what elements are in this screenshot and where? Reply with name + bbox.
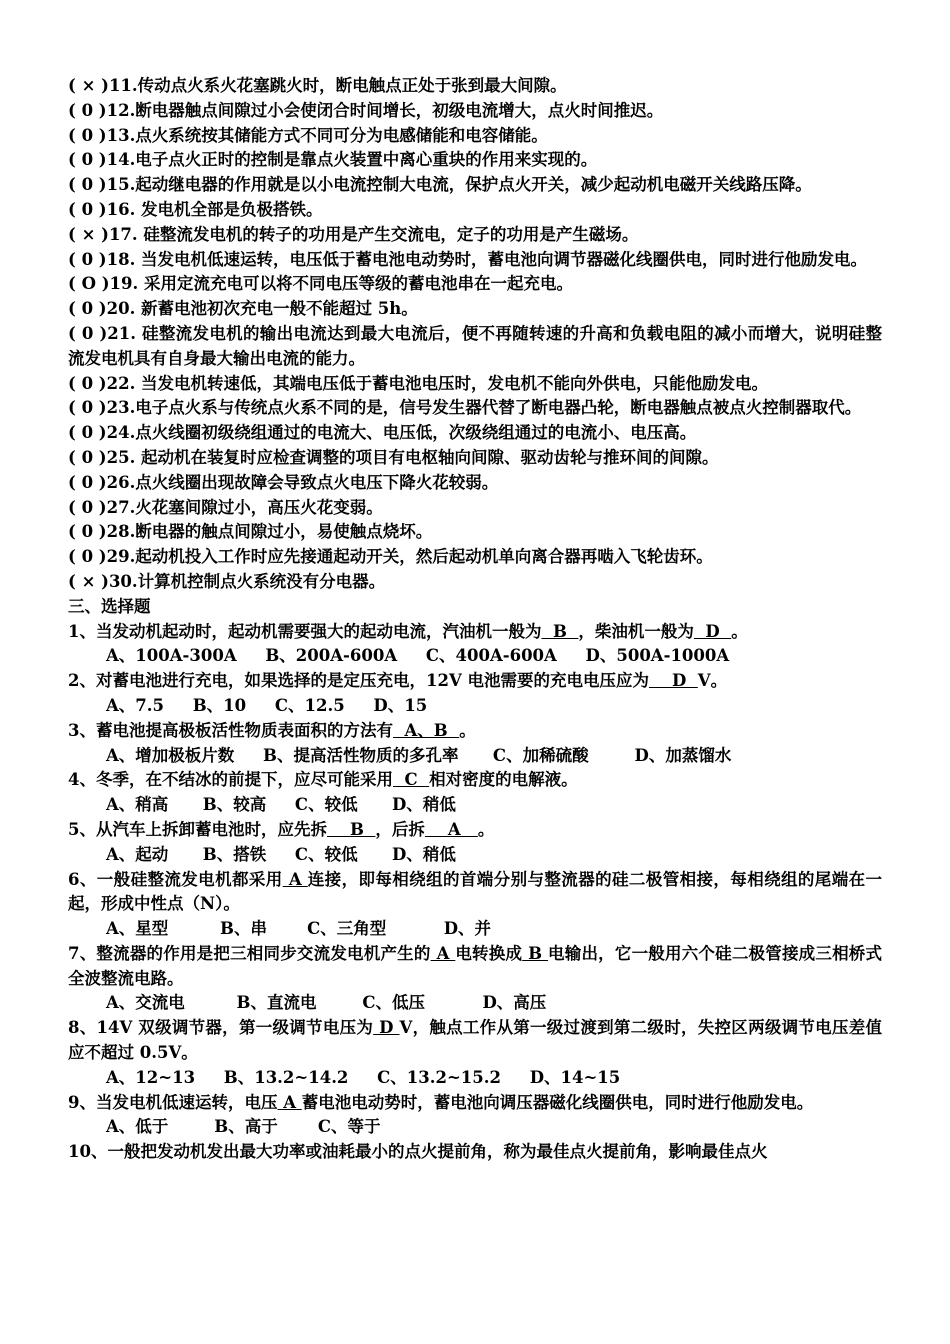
question-9: 9、当发电机低速运转，电压 A 蓄电池电动势时，蓄电池向调压器磁化线圈供电，同时进行他励发电。 bbox=[68, 1092, 814, 1112]
judgement-item bbox=[68, 124, 882, 149]
question-9-options: A、低于 B、高于 C、等于 bbox=[106, 1117, 381, 1137]
answer-blank: A bbox=[424, 819, 478, 839]
judgement-mark: 0 bbox=[81, 522, 94, 542]
judgement-mark: 0 bbox=[81, 373, 94, 393]
judgement-item bbox=[68, 496, 882, 521]
answer-blank: A bbox=[277, 1092, 302, 1112]
judgement-mark: × bbox=[81, 571, 96, 591]
judgement-text: )27.火花塞间隙过小，高压火花变弱。 bbox=[98, 497, 383, 517]
answer-blank: B bbox=[522, 943, 549, 963]
judgement-text: )17. 硅整流发电机的转子的功用是产生交流电，定子的功用是产生磁场。 bbox=[101, 224, 639, 244]
judgement-mark: × bbox=[81, 76, 96, 95]
judgement-paren: ( bbox=[68, 199, 82, 219]
judgement-text: )22. 当发电机转速低，其端电压低于蓄电池电压时，发电机不能向外供电，只能他励发电。 bbox=[98, 373, 769, 393]
judgement-paren: ( bbox=[68, 249, 82, 269]
judgement-paren: ( bbox=[68, 175, 82, 195]
judgement-text: )12.断电器触点间隙过小会使闭合时间增长，初级电流增大，点火时间推迟。 bbox=[98, 100, 664, 120]
judgement-paren: ( bbox=[68, 423, 82, 443]
answer-blank: A bbox=[430, 943, 456, 963]
judgement-text: )30.计算机控制点火系统没有分电器。 bbox=[101, 571, 386, 591]
judgement-item bbox=[68, 248, 882, 273]
judgement-item bbox=[68, 396, 882, 421]
question-7-options: A、交流电 B、直流电 C、低压 D、高压 bbox=[106, 993, 547, 1013]
judgement-item bbox=[68, 148, 882, 173]
answer-blank: A、B bbox=[392, 720, 460, 740]
judgement-item bbox=[68, 99, 882, 124]
answer-blank: B bbox=[326, 819, 376, 839]
judgement-list bbox=[68, 74, 882, 595]
judgement-text: )26.点火线圈出现故障会导致点火电压下降火花较弱。 bbox=[98, 472, 499, 492]
judgement-paren: ( bbox=[68, 323, 82, 343]
judgement-text: )11.传动点火系火花塞跳火时，断电触点正处于张到最大间隙。 bbox=[101, 76, 567, 95]
judgement-text: )24.点火线圈初级绕组通过的电流大、电压低，次级绕组通过的电流小、电压高。 bbox=[98, 423, 697, 443]
judgement-item bbox=[68, 421, 882, 446]
judgement-paren: ( bbox=[68, 76, 82, 95]
question-8-options: A、12~13 B、13.2~14.2 C、13.2~15.2 D、14~15 bbox=[106, 1067, 621, 1087]
judgement-text: )15.起动继电器的作用就是以小电流控制大电流，保护点火开关，减少起动机电磁开关线路压降。 bbox=[98, 175, 812, 195]
judgement-text: )20. 新蓄电池初次充电一般不能超过 5h。 bbox=[98, 299, 418, 319]
judgement-item bbox=[68, 570, 882, 595]
question-10: 10、一般把发动机发出最大功率或油耗最小的点火提前角，称为最佳点火提前角，影响最佳点火 bbox=[68, 1142, 768, 1162]
judgement-mark: 0 bbox=[81, 447, 94, 467]
question-1: 1、当发动机起动时，起动机需要强大的起动电流，汽油机一般为 B ，柴油机一般为 D 。 bbox=[68, 621, 748, 641]
question-4: 4、冬季，在不结冰的前提下，应尽可能采用 C 相对密度的电解液。 bbox=[68, 770, 578, 790]
question-6: 6、一般硅整流发电机都采用 A 连接，即每相绕组的首端分别与整流器的硅二极管相接，每相绕组的尾端在一起，形成中性点（N）。 bbox=[68, 869, 882, 914]
judgement-paren: ( bbox=[68, 125, 82, 145]
judgement-mark: 0 bbox=[81, 175, 94, 195]
judgement-text: )16. 发电机全部是负极搭铁。 bbox=[98, 199, 323, 219]
judgement-mark: 0 bbox=[81, 398, 94, 418]
judgement-mark: 0 bbox=[81, 299, 94, 319]
judgement-mark: 0 bbox=[81, 199, 94, 219]
judgement-item bbox=[68, 272, 882, 297]
judgement-mark: 0 bbox=[81, 547, 94, 567]
judgement-paren: ( bbox=[68, 373, 82, 393]
judgement-paren: ( bbox=[68, 447, 82, 467]
judgement-paren: ( bbox=[68, 398, 82, 418]
judgement-text: )19. 采用定流充电可以将不同电压等级的蓄电池串在一起充电。 bbox=[101, 274, 573, 294]
answer-blank: B bbox=[541, 621, 579, 641]
judgement-paren: ( bbox=[68, 224, 82, 244]
judgement-paren: ( bbox=[68, 150, 82, 170]
question-8: 8、14V 双级调节器，第一级调节电压为 D V，触点工作从第一级过渡到第二级时，失控区两级调节电压差值应不超过 0.5V。 bbox=[68, 1018, 882, 1063]
judgement-item bbox=[68, 446, 882, 471]
question-3-options: A、增加极板片数 B、提高活性物质的多孔率 C、加稀硫酸 D、加蒸馏水 bbox=[106, 745, 732, 765]
judgement-mark: 0 bbox=[81, 100, 94, 120]
judgement-text: )29.起动机投入工作时应先接通起动开关，然后起动机单向离合器再啮入飞轮齿环。 bbox=[98, 547, 713, 567]
document-page bbox=[68, 74, 882, 1165]
judgement-item bbox=[68, 471, 882, 496]
question-7: 7、整流器的作用是把三相同步交流发电机产生的 A 电转换成 B 电输出，它一般用六个硅二极管接成三相桥式全波整流电路。 bbox=[68, 943, 883, 988]
judgement-mark: 0 bbox=[81, 497, 94, 517]
judgement-paren: ( bbox=[68, 571, 82, 591]
judgement-paren: ( bbox=[68, 522, 82, 542]
judgement-item bbox=[68, 198, 882, 223]
judgement-item bbox=[68, 297, 882, 322]
question-5-options: A、起动 B、搭铁 C、较低 D、稍低 bbox=[106, 844, 456, 864]
judgement-mark: 0 bbox=[81, 125, 94, 145]
judgement-mark: 0 bbox=[81, 249, 94, 269]
question-2-options: A、7.5 B、10 C、12.5 D、15 bbox=[106, 695, 428, 715]
judgement-item bbox=[68, 173, 882, 198]
judgement-item bbox=[68, 372, 882, 397]
question-5: 5、从汽车上拆卸蓄电池时，应先拆 B ，后拆 A 。 bbox=[68, 819, 495, 839]
question-4-options: A、稍高 B、较高 C、较低 D、稍低 bbox=[106, 795, 456, 815]
question-1-options: A、100A-300A B、200A-600A C、400A-600A D、500A-1000A bbox=[106, 646, 730, 666]
question-3: 3、蓄电池提高极板活性物质表面积的方法有 A、B 。 bbox=[68, 720, 476, 740]
answer-blank: D bbox=[693, 621, 732, 641]
judgement-item bbox=[68, 322, 882, 372]
judgement-paren: ( bbox=[68, 100, 82, 120]
judgement-text: )21. 硅整流发电机的输出电流达到最大电流后，便不再随转速的升高和负载电阻的减小而增大，说明硅整流发电机具有自身最大输出电流的能力。 bbox=[68, 323, 882, 368]
judgement-item bbox=[68, 74, 882, 99]
judgement-mark: × bbox=[81, 224, 96, 244]
judgement-paren: ( bbox=[68, 472, 82, 492]
judgement-mark: 0 bbox=[81, 423, 94, 443]
answer-blank: A bbox=[282, 869, 308, 889]
judgement-mark: 0 bbox=[81, 472, 94, 492]
judgement-mark: 0 bbox=[81, 150, 94, 170]
judgement-item bbox=[68, 545, 882, 570]
answer-blank: C bbox=[392, 770, 430, 790]
judgement-text: )13.点火系统按其储能方式不同可分为电感储能和电容储能。 bbox=[98, 125, 548, 145]
section-title: 三、选择题 bbox=[68, 596, 151, 616]
answer-blank: D bbox=[649, 671, 698, 691]
judgement-mark: 0 bbox=[81, 323, 94, 343]
judgement-paren: ( bbox=[68, 274, 82, 294]
judgement-item bbox=[68, 223, 882, 248]
judgement-paren: ( bbox=[68, 299, 82, 319]
judgement-text: )14.电子点火正时的控制是靠点火装置中离心重块的作用来实现的。 bbox=[98, 150, 598, 170]
judgement-text: )18. 当发电机低速运转，电压低于蓄电池电动势时，蓄电池向调节器磁化线圈供电，同时进行他励发电。 bbox=[98, 249, 868, 269]
judgement-paren: ( bbox=[68, 497, 82, 517]
judgement-paren: ( bbox=[68, 547, 82, 567]
judgement-text: )23.电子点火系与传统点火系不同的是，信号发生器代替了断电器凸轮，断电器触点被点火控制器取代。 bbox=[98, 398, 862, 418]
judgement-text: )25. 起动机在装复时应检查调整的项目有电枢轴向间隙、驱动齿轮与推环间的间隙。 bbox=[98, 447, 719, 467]
question-2: 2、对蓄电池进行充电，如果选择的是定压充电，12V 电池需要的充电电压应为 D V。 bbox=[68, 671, 728, 691]
question-6-options: A、星型 B、串 C、三角型 D、并 bbox=[106, 919, 492, 939]
judgement-text: )28.断电器的触点间隙过小，易使触点烧坏。 bbox=[98, 522, 433, 542]
answer-blank: D bbox=[373, 1018, 400, 1038]
judgement-item bbox=[68, 520, 882, 545]
judgement-mark: O bbox=[81, 274, 96, 294]
